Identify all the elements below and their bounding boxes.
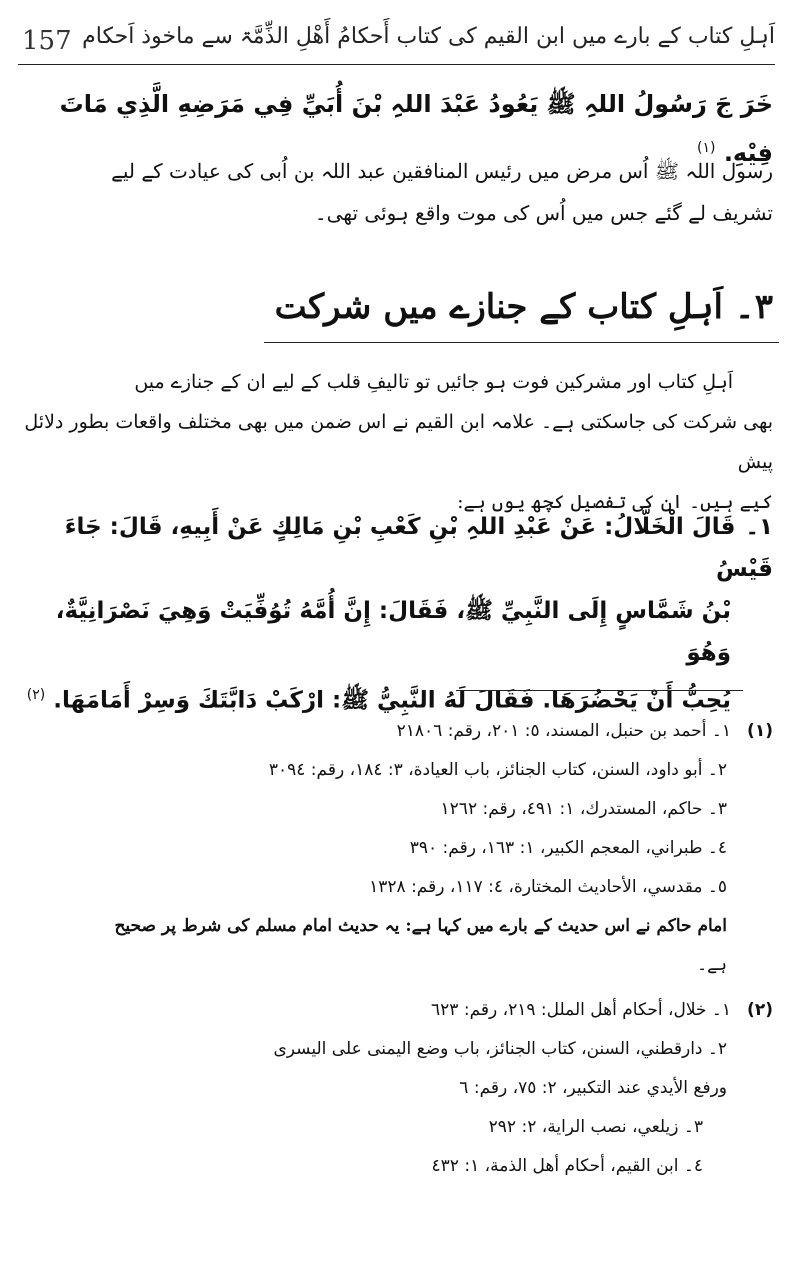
item-number: ١۔ <box>745 514 773 540</box>
hadith-translation <box>22 150 773 234</box>
hadith-2-line: بْنُ شَمَّاسٍ إِلَى النَّبِيِّ ﷺ، فَقَالَ: إِنَّ أُمَّهُ تُوُفِّيَتْ وَهِيَ نَصْرَانِيَّةٌ، وَهُوَ <box>55 598 731 666</box>
hadith-2-line: يُحِبُّ أَنْ يَحْضُرَهَا. فَقَالَ لَهُ النَّبِيُّ ﷺ: ارْكَبْ دَابَّتَكَ وَسِرْ أَمَامَهَا. <box>53 687 731 714</box>
footnote-citation: ١۔ خلال، أحكام أهل الملل: ٢١٩، رقم: ٦٢٣ <box>431 1000 731 1020</box>
hadith-2-line: قَالَ الْخَلَّالُ: عَنْ عَبْدِ اللہِ بْنِ كَعْبِ بْنِ مَالِكٍ عَنْ أَبِيهِ، قَالَ: جَاءَ قَيْسُ <box>64 514 773 582</box>
page-number: 157 <box>22 26 72 56</box>
footnotes <box>22 712 773 1186</box>
intro-line: کیے ہیں۔ ان کی تفصیل کچھ یوں ہے: <box>457 491 773 513</box>
footnote-citation: ٥۔ مقدسي، الأحاديث المختارة، ٤: ١١٧، رقم: ١٣٢٨ <box>369 877 727 897</box>
page-header <box>18 18 775 65</box>
footnote-citation: ٣۔ زيلعي، نصب الراية، ٢: ٢٩٢ <box>488 1117 703 1137</box>
intro-line: بھی شرکت کی جاسکتی ہے۔ علامہ ابن القیم نے اس ضمن میں بھی مختلف واقعات بطور دلائل پیش <box>24 411 773 473</box>
intro-paragraph <box>22 362 773 522</box>
section-underline <box>264 342 779 343</box>
footnote-citation: ٣۔ حاكم، المستدرك، ١: ٤٩١، رقم: ١٢٦٢ <box>440 799 727 819</box>
translation-line: رسول اللہ ﷺ اُس مرض میں رئیس المنافقین عبد اللہ بن اُبی کی عیادت کے لیے <box>111 159 773 183</box>
intro-line: اَہلِ کتاب اور مشرکین فوت ہو جائیں تو تالیفِ قلب کے لیے ان کے جنازے میں <box>134 371 733 393</box>
footnote-note: امام حاکم نے اس حدیث کے بارے میں کہا ہے: یہ حدیث امام مسلم کی شرط پر صحیح <box>114 916 727 936</box>
footnote-1-label: (١) <box>747 721 773 741</box>
footnote-note: ہے۔ <box>697 955 727 975</box>
footnote-citation: ٤۔ طبراني، المعجم الكبير، ١: ١٦٣، رقم: ٣٩٠ <box>409 838 727 858</box>
footnote-ref-1: (١) <box>696 140 716 156</box>
footnote-2 <box>22 991 773 1186</box>
translation-line: تشریف لے گئے جس میں اُس کی موت واقع ہوئی تھی۔ <box>314 201 773 225</box>
footnote-citation: ٤۔ ابن القيم، أحكام أهل الذمة، ١: ٤٣٢ <box>431 1156 703 1176</box>
footnote-separator <box>456 690 743 691</box>
footnote-citation: ٢۔ دارقطني، السنن، كتاب الجنائز، باب وضع اليمنى على اليسرى <box>273 1039 727 1059</box>
footnote-citation: ٢۔ أبو داود، السنن، كتاب الجنائز، باب العيادة، ٣: ١٨٤، رقم: ٣٠٩٤ <box>268 760 727 780</box>
footnote-2-label: (٢) <box>747 1000 773 1020</box>
footnote-citation: ١۔ أحمد بن حنبل، المسند، ٥: ٢٠١، رقم: ٢١٨٠٦ <box>396 721 731 741</box>
footnote-ref-2: (٢) <box>26 687 46 703</box>
footnote-1 <box>22 712 773 985</box>
hadith-1-text: خَرَ جَ رَسُولُ اللہِ ﷺ يَعُودُ عَبْدَ اللہِ بْنَ أُبَيِّ فِي مَرَضِهِ الَّذِي مَاتَ فِيْهِ. <box>59 90 773 167</box>
running-title: اَہلِ کتاب کے بارے میں ابن القیم کی کتاب أَحکامُ أَھْلِ الذِّمَّۃ سے ماخوذ اَحکام <box>82 24 775 49</box>
footnote-citation: ورفع الأيدي عند التكبير، ٢: ٧٥، رقم: ٦ <box>459 1078 727 1098</box>
section-heading: ٣۔ اَہلِ کتاب کے جنازے میں شرکت <box>274 287 773 327</box>
